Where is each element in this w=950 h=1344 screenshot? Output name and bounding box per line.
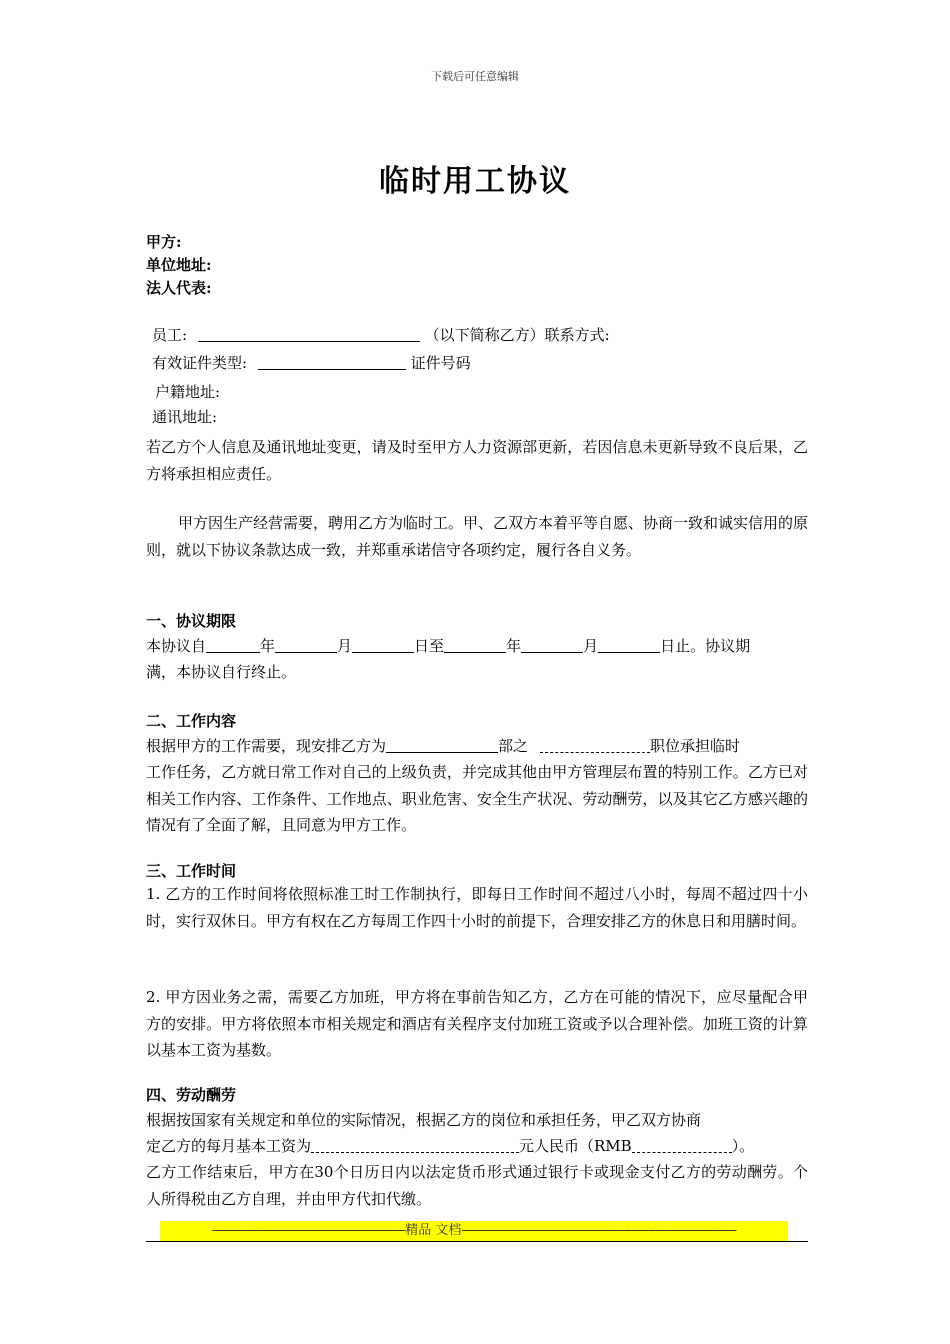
pay-rmb-text: 元人民币（RMB bbox=[519, 1137, 632, 1155]
start-year-blank[interactable] bbox=[206, 636, 260, 653]
employee-name-label: 员工: bbox=[152, 326, 188, 344]
section-1-heading: 一、协议期限 bbox=[146, 612, 237, 630]
pay-close-text: ）。 bbox=[731, 1137, 755, 1155]
end-day-text: 日止。协议期 bbox=[660, 637, 751, 655]
hours-item-2: 2. 甲方因业务之需，需要乙方加班，甲方将在事前告知乙方，乙方在可能的情况下，应尽量配合甲方的安排。甲方将依照本市相关规定和酒店有关程序支付加班工资或予以合理补偿。加班工资的计算以基本工资为基数。 bbox=[146, 988, 808, 1059]
start-month-text: 月 bbox=[337, 637, 353, 655]
party-a-legal-rep-label: 法人代表: bbox=[146, 279, 212, 297]
start-day-blank[interactable] bbox=[352, 636, 414, 653]
work-assign-text: 根据甲方的工作需要，现安排乙方为 bbox=[146, 737, 387, 755]
start-year-text: 年 bbox=[260, 637, 276, 655]
intro-paragraph: 甲方因生产经营需要，聘用乙方为临时工。甲、乙双方本着平等自愿、协商一致和诚实信用的原则，就以下协议条款达成一致，并郑重承诺信守各项约定，履行各自义务。 bbox=[146, 514, 809, 559]
party-a-label: 甲方: bbox=[146, 233, 182, 251]
salary-blank[interactable] bbox=[311, 1140, 519, 1153]
footer-bar bbox=[160, 1221, 788, 1241]
department-blank[interactable] bbox=[386, 736, 498, 753]
end-month-text: 月 bbox=[583, 637, 599, 655]
work-position-text: 职位承担临时 bbox=[650, 737, 741, 755]
id-type-label: 有效证件类型: bbox=[152, 354, 248, 372]
pay-paragraph: 乙方工作结束后，甲方在30个日历日内以法定货币形式通过银行卡或现金支付乙方的劳动酬劳。个人所得税由乙方自理，并由甲方代扣代缴。 bbox=[146, 1163, 808, 1208]
end-day-blank[interactable] bbox=[598, 636, 660, 653]
party-a-block bbox=[146, 231, 212, 300]
footer-dashes-left: --------------------------------------------------------- bbox=[211, 1223, 406, 1238]
term-line bbox=[146, 633, 750, 659]
section-3-heading: 三、工作时间 bbox=[146, 862, 237, 880]
section-2-heading: 二、工作内容 bbox=[146, 712, 237, 730]
work-line-1 bbox=[146, 733, 740, 759]
mail-address-label: 通讯地址: bbox=[152, 408, 218, 426]
term-line-2: 满，本协议自行终止。 bbox=[146, 663, 297, 681]
pay-line-1: 根据按国家有关规定和单位的实际情况，根据乙方的岗位和承担任务，甲乙双方协商 bbox=[146, 1111, 702, 1129]
work-dept-text: 部之 bbox=[498, 737, 529, 755]
notice-paragraph: 若乙方个人信息及通讯地址变更，请及时至甲方人力资源部更新，若因信息未更新导致不良后果，乙方将承担相应责任。 bbox=[146, 438, 808, 483]
header-note: 下载后可任意编辑 bbox=[431, 70, 519, 83]
term-from-text: 本协议自 bbox=[146, 637, 207, 655]
work-paragraph: 工作任务，乙方就日常工作对自己的上级负责，并完成其他由甲方管理层布置的特别工作。乙方已对相关工作内容、工作条件、工作地点、职业危害、安全生产状况、劳动酬劳，以及其它乙方感兴趣的情况有了全面了解，且同意为甲方工作。 bbox=[146, 763, 808, 834]
employee-name-blank[interactable] bbox=[198, 325, 420, 342]
id-type-line bbox=[152, 350, 471, 376]
start-month-blank[interactable] bbox=[275, 636, 337, 653]
pay-salary-text: 定乙方的每月基本工资为 bbox=[146, 1137, 312, 1155]
start-day-text: 日至 bbox=[414, 637, 445, 655]
footer-text: 精品 文档 bbox=[405, 1223, 462, 1238]
footer-rule bbox=[146, 1241, 808, 1242]
footer-dashes-right: --------------------------------------------------------------------------------- bbox=[461, 1223, 737, 1238]
end-year-text: 年 bbox=[506, 637, 522, 655]
end-month-blank[interactable] bbox=[521, 636, 583, 653]
employee-name-line bbox=[152, 322, 610, 348]
pay-line-2 bbox=[146, 1133, 754, 1159]
section-4-heading: 四、劳动酬劳 bbox=[146, 1086, 237, 1104]
household-address-label: 户籍地址: bbox=[155, 383, 221, 401]
end-year-blank[interactable] bbox=[444, 636, 506, 653]
hours-item-1: 1. 乙方的工作时间将依照标准工时工作制执行，即每日工作时间不超过八小时，每周不超过四十小时，实行双休日。甲方有权在乙方每周工作四十小时的前提下，合理安排乙方的休息日和用膳时间。 bbox=[146, 885, 808, 930]
id-type-blank[interactable] bbox=[258, 353, 406, 370]
id-number-label: 证件号码 bbox=[410, 354, 471, 372]
position-blank[interactable] bbox=[540, 740, 650, 753]
rmb-blank[interactable] bbox=[632, 1140, 732, 1153]
party-a-address-label: 单位地址: bbox=[146, 256, 212, 274]
employee-abbrev-label: （以下简称乙方）联系方式: bbox=[424, 326, 610, 344]
page-title: 临时用工协议 bbox=[379, 164, 571, 199]
